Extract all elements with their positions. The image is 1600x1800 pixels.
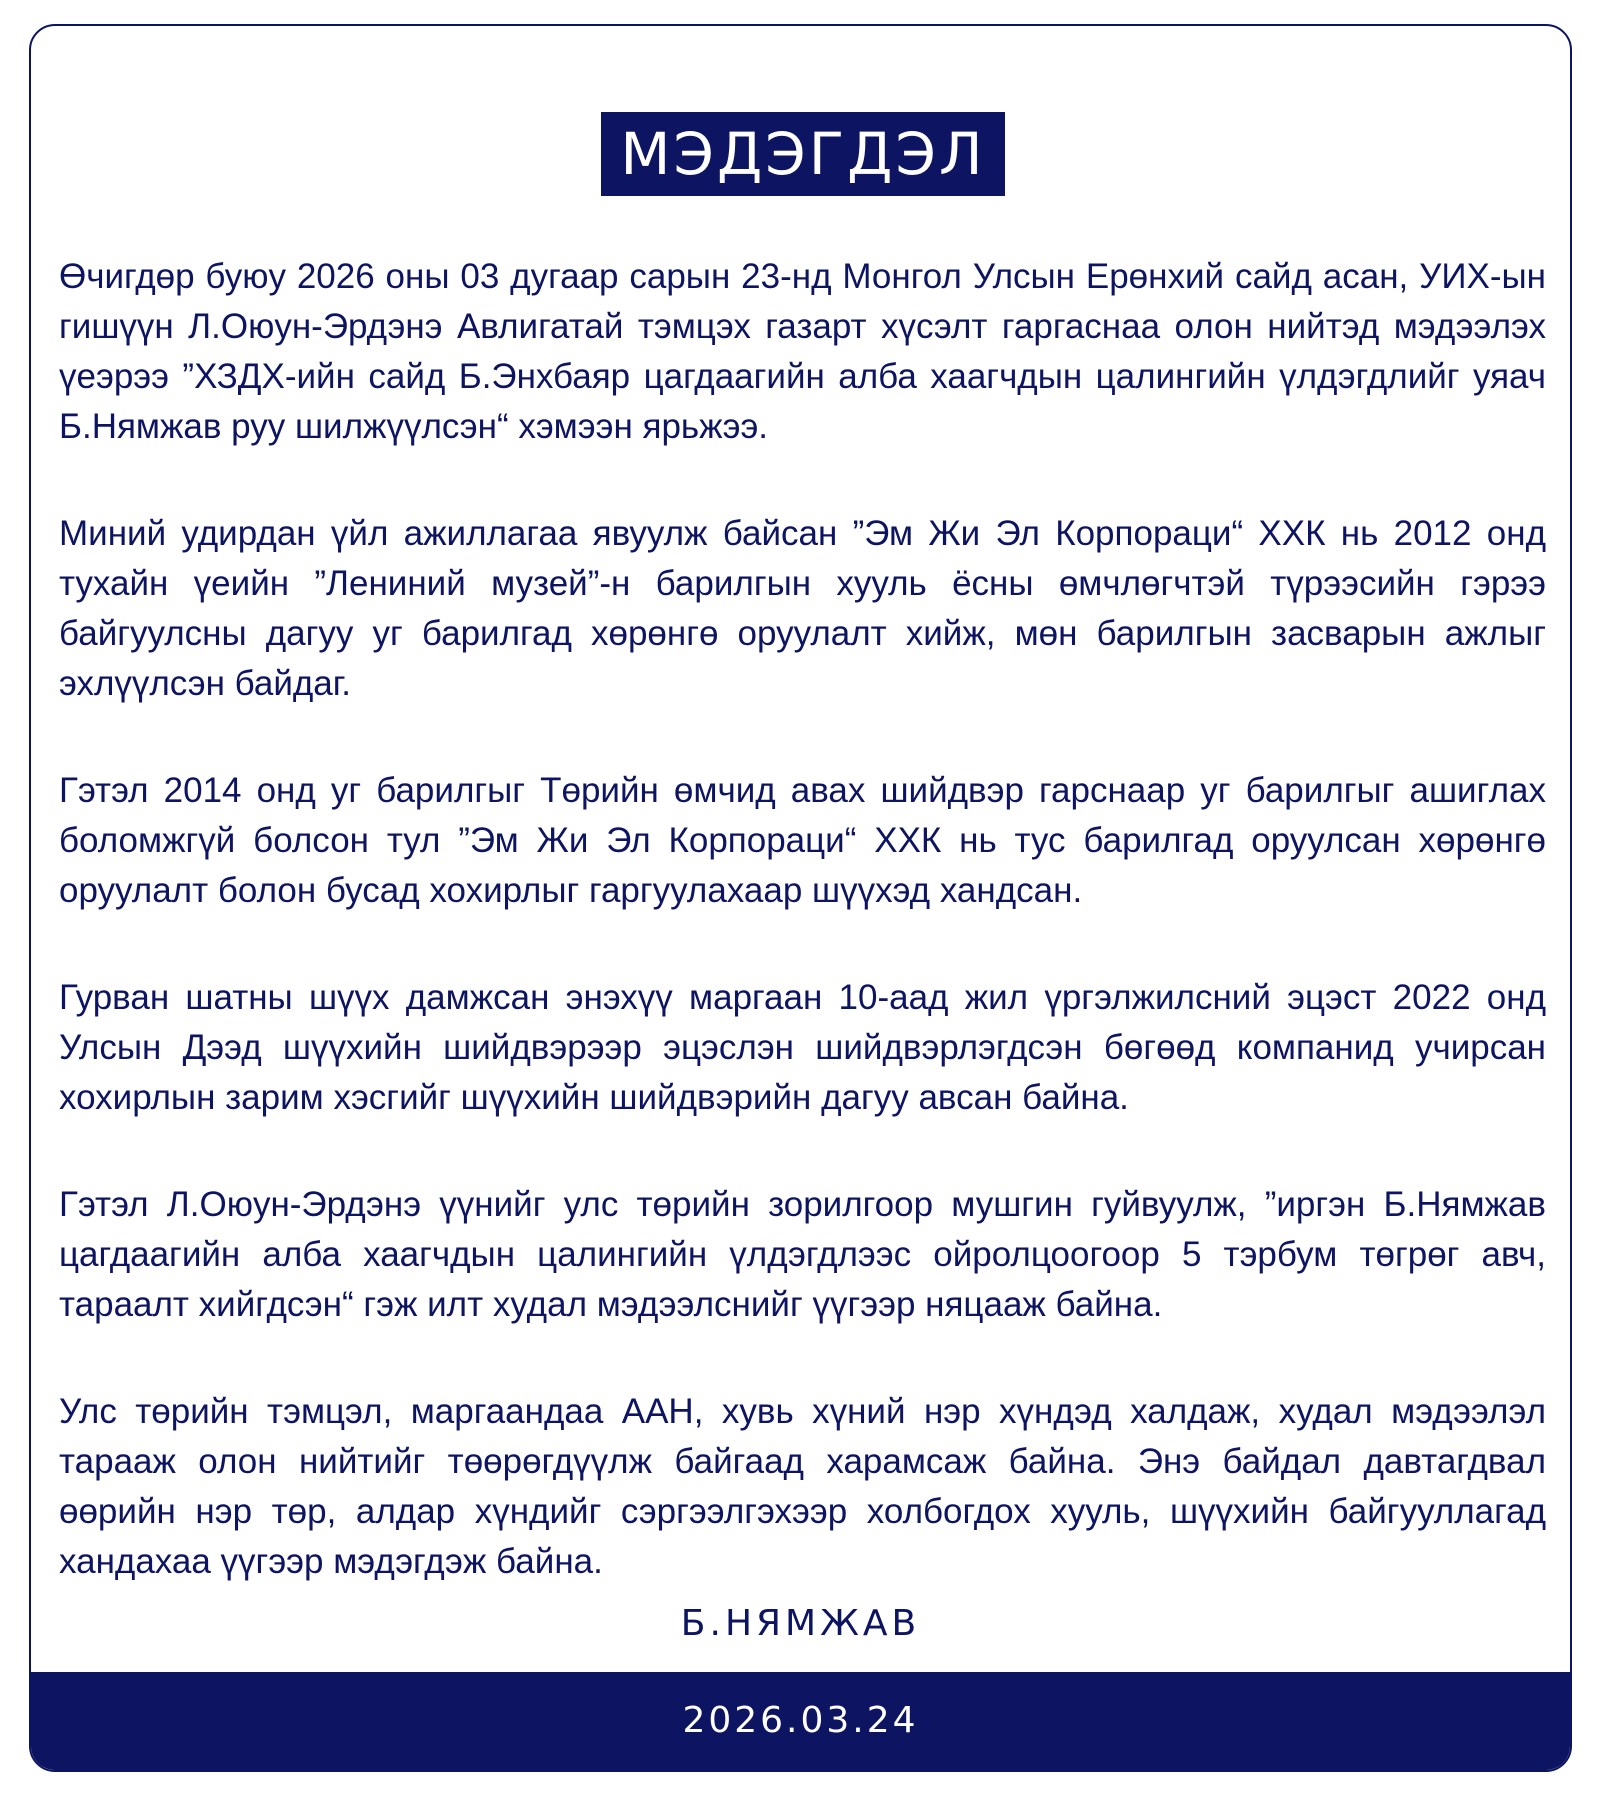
footer-date: 2026.03.24 (682, 1700, 919, 1741)
paragraph-3: Гэтэл 2014 онд уг барилгыг Төрийн өмчид авах шийдвэр гарснаар уг барилгыг ашиглах боломжгүй болсон тул ”Эм Жи Эл Корпораци“ ХХК нь тус барилгад оруулсан хөрөнгө оруулалт болон бусад хохирлыг гаргуулахаар шүүхэд хандсан. (59, 771, 1546, 910)
signature: Б.НЯМЖАВ (680, 1603, 921, 1644)
footer-bar (31, 1672, 1570, 1770)
paragraph-1: Өчигдөр буюу 2026 оны 03 дугаар сарын 23-нд Монгол Улсын Ерөнхий сайд асан, УИХ-ын гишүүн Л.Оюун-Эрдэнэ Авлигатай тэмцэх газарт хүсэлт гаргаснаа олон нийтэд мэдээлэх үеэрээ ”ХЗДХ-ийн сайд Б.Энхбаяр цагдаагийн алба хаагчдын цалингийн үлдэгдлийг уяач Б.Нямжав руу шилжүүлсэн“ хэмээн ярьжээ. (59, 257, 1546, 446)
notice-body (59, 252, 1546, 1644)
paragraph-4: Гурван шатны шүүх дамжсан энэхүү маргаан 10-аад жил үргэлжилсний эцэст 2022 онд Улсын Дээд шүүхийн шийдвэрээр эцэслэн шийдвэрлэгдсэн бөгөөд компанид учирсан хохирлын зарим хэсгийг шүүхийн шийдвэрийн дагуу авсан байна. (59, 978, 1546, 1117)
paragraph-5: Гэтэл Л.Оюун-Эрдэнэ үүнийг улс төрийн зорилгоор мушгин гуйвуулж, ”иргэн Б.Нямжав цагдаагийн алба хаагчдын цалингийн үлдэгдлээс ойролцоогоор 5 тэрбум төгрөг авч, тараалт хийгдсэн“ гэж илт худал мэдээлснийг үүгээр няцааж байна. (59, 1185, 1546, 1324)
notice-card (29, 24, 1572, 1772)
paragraph-6: Улс төрийн тэмцэл, маргаандаа ААН, хувь хүний нэр хүндэд халдаж, худал мэдээлэл тарааж олон нийтийг төөрөгдүүлж байгаад харамсаж байна. Энэ байдал давтагдвал өөрийн нэр төр, алдар хүндийг сэргээлгэхээр холбогдох хууль, шүүхийн байгууллагад хандахаа үүгээр мэдэгдэж байна. (59, 1392, 1546, 1581)
notice-title: МЭДЭГДЭЛ (620, 120, 986, 188)
title-banner (601, 112, 1005, 196)
paragraph-2: Миний удирдан үйл ажиллагаа явуулж байсан ”Эм Жи Эл Корпораци“ ХХК нь 2012 онд тухайн үеийн ”Лениний музей”-н барилгын хууль ёсны өмчлөгчтэй түрээсийн гэрээ байгуулсны дагуу уг барилгад хөрөнгө оруулалт хийж, мөн барилгын засварын ажлыг эхлүүлсэн байдаг. (59, 514, 1546, 703)
